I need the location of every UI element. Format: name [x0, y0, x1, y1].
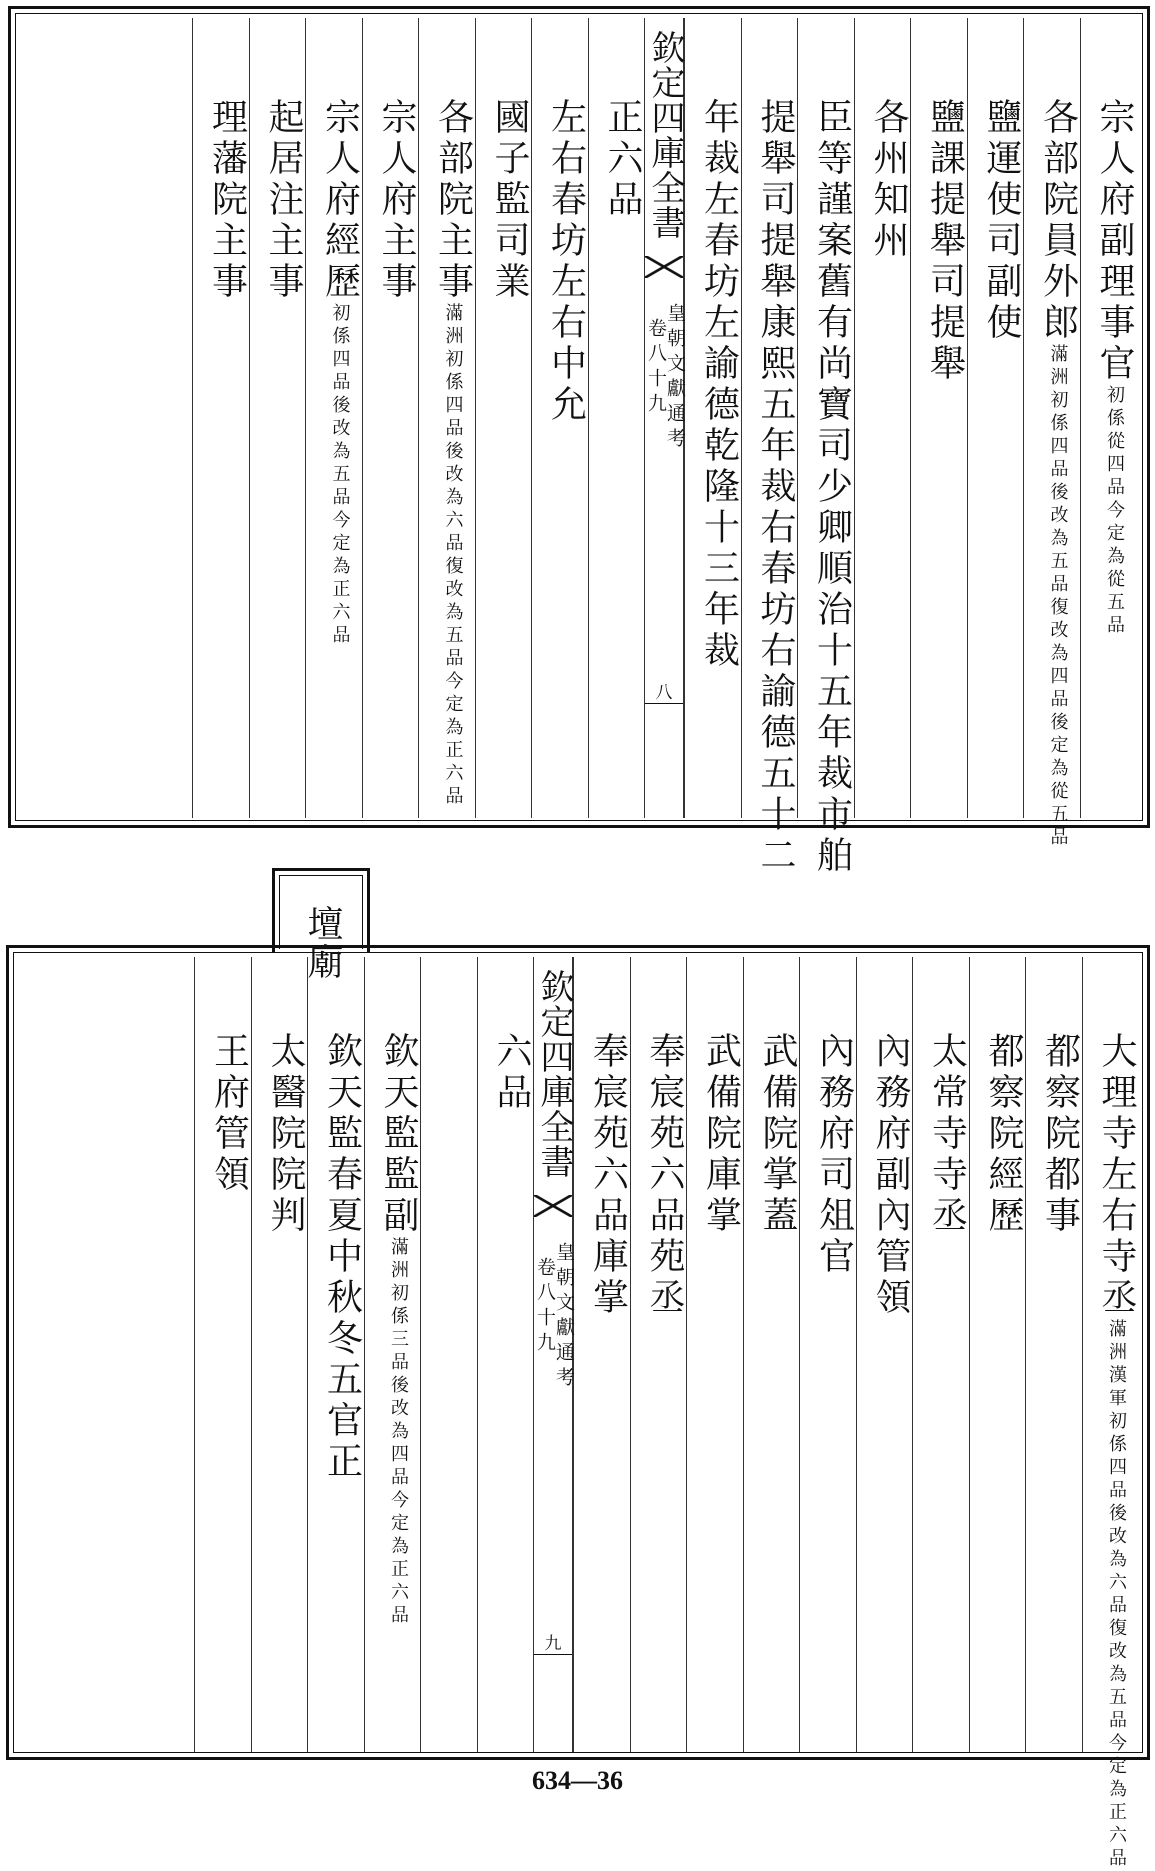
main-text: 武備院庫掌: [700, 1032, 742, 1237]
main-text: 王府管領: [208, 1032, 250, 1196]
annotation-line: 初係從四品今: [1104, 385, 1125, 523]
annotation-line: 品復改為五品今定為正六品: [1106, 1595, 1127, 1871]
text-column: [799, 957, 856, 1752]
annotation-line: 滿洲漢軍初係四品後改為六: [1106, 1319, 1127, 1595]
text-column: [1023, 18, 1080, 850]
heart-subtitle: 卷八十九: [534, 1257, 556, 1357]
text-column: [251, 957, 308, 1752]
main-text: 左右春坊左右中允: [545, 98, 587, 426]
text-column: [362, 18, 419, 818]
main-text: 各州知州: [868, 98, 909, 262]
heart-title: 欽定四庫全書: [534, 969, 574, 1179]
text-column: [364, 957, 421, 1752]
text-column: [910, 18, 967, 818]
page-heart: [644, 18, 684, 818]
text-column: [307, 957, 364, 1752]
fishtail-mark: [534, 1195, 572, 1217]
text-column: [854, 18, 911, 818]
annotation-line: 滿洲初係四品後改為六品: [442, 303, 464, 556]
annotation-line: 初係四品後改為五: [329, 303, 351, 487]
main-text: 六品: [491, 1032, 532, 1114]
main-text: 宗人府主事: [376, 98, 417, 303]
annotation-line: 品今定為正六品: [329, 487, 351, 648]
main-text: 奉宸苑六品庫掌: [587, 1032, 629, 1319]
text-column: [588, 18, 645, 818]
main-text: 各部院主事: [432, 98, 474, 303]
page-number: 634—36: [532, 1766, 623, 1795]
text-column: [249, 18, 306, 818]
text-column: [743, 957, 800, 1752]
text-column: [475, 18, 532, 818]
heart-title: 欽定四庫全書: [645, 30, 685, 240]
main-text: 宗人府經歷: [319, 98, 361, 303]
main-text: 內務府副內管領: [870, 1032, 911, 1319]
annotation: [442, 303, 464, 809]
main-text: 提舉司提舉康熙五年裁右春坊右諭德五十二: [755, 98, 796, 877]
annotation-line: 滿洲初係四品後改為五品: [1047, 344, 1069, 597]
main-text: 大理寺左右寺丞: [1096, 1032, 1137, 1319]
text-column: [1082, 957, 1139, 1871]
main-text: 國子監司業: [489, 98, 530, 303]
text-column: [573, 957, 630, 1752]
annotation-line: 定為從五品: [1104, 523, 1125, 638]
main-text: 欽天監春夏中秋冬五官正: [321, 1032, 363, 1483]
main-text: 各部院員外郎: [1037, 98, 1079, 344]
text-column: [1025, 957, 1082, 1752]
main-text: 內務府司俎官: [813, 1032, 855, 1278]
annotation-line: 滿洲初係三品後改為: [388, 1237, 409, 1444]
main-text: 都察院都事: [1039, 1032, 1081, 1237]
main-text: 奉宸苑六品苑丞: [644, 1032, 685, 1319]
text-column: [192, 18, 249, 818]
annotation: [1047, 344, 1069, 850]
heart-subtitle: 卷八十九: [645, 318, 667, 418]
annotation: [329, 303, 351, 648]
main-text: 理藩院主事: [206, 98, 248, 303]
text-column: [797, 18, 854, 877]
text-column: [967, 18, 1024, 818]
text-column: [531, 18, 588, 818]
text-column: [686, 957, 743, 1752]
main-text: 臣等謹案舊有尚寶司少卿順治十五年裁市舶: [811, 98, 853, 877]
main-text: 年裁左春坊左諭德乾隆十三年裁: [698, 98, 740, 672]
text-column: [305, 18, 362, 818]
annotation: [1103, 385, 1125, 638]
text-column: [684, 18, 741, 818]
main-text: 武備院掌蓋: [757, 1032, 798, 1237]
text-column: [418, 18, 475, 818]
heart-subtitle: 皇朝文獻通考: [553, 1242, 575, 1392]
folio-number: 九: [534, 1629, 572, 1655]
annotation-line: 復改為五品今定為正六品: [442, 556, 464, 809]
text-column: [1080, 18, 1137, 818]
text-column: [856, 957, 913, 1752]
text-column: [630, 957, 687, 1752]
text-column: [741, 18, 798, 877]
fishtail-mark: [645, 256, 683, 278]
main-text: 都察院經歷: [983, 1032, 1024, 1237]
main-text: 宗人府副理事官: [1094, 98, 1135, 385]
tab-label: 壇廟: [302, 905, 343, 981]
text-column: [194, 957, 251, 1752]
main-text: 欽天監監副: [378, 1032, 419, 1237]
main-text: 鹽課提舉司提舉: [924, 98, 966, 385]
main-text: 鹽運使司副使: [981, 98, 1022, 344]
main-text: 太醫院院判: [265, 1032, 306, 1237]
text-column: [912, 957, 969, 1752]
annotation-line: 復改為四品後定為從五品: [1047, 597, 1069, 850]
main-text: 正六品: [602, 98, 643, 221]
annotation: [387, 1237, 409, 1628]
folio-number: 八: [645, 678, 683, 704]
text-column: [969, 957, 1026, 1752]
main-text: 起居注主事: [263, 98, 304, 303]
annotation-line: 四品今定為正六品: [388, 1444, 409, 1628]
text-column: [477, 957, 534, 1752]
main-text: 太常寺寺丞: [926, 1032, 968, 1237]
page-heart: [533, 957, 573, 1752]
text-column: [420, 957, 477, 1752]
heart-subtitle: 皇朝文獻通考: [664, 303, 686, 453]
